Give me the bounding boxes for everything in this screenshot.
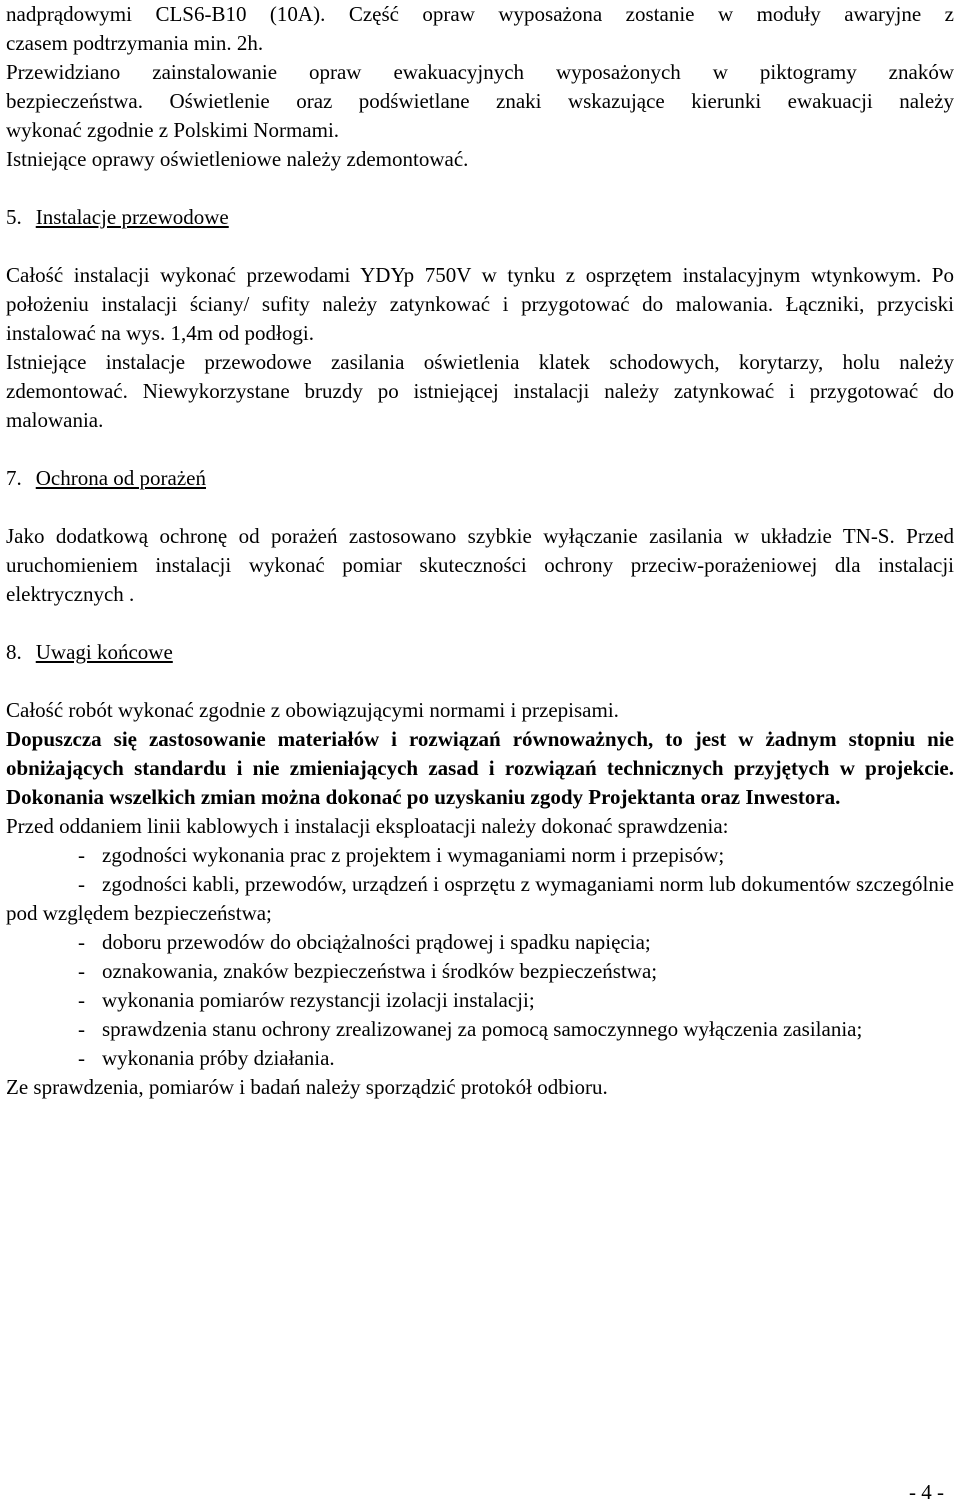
section-number: 8. [6,640,22,664]
section-7-heading [6,464,954,493]
section-5-heading [6,203,954,232]
list-item: - zgodności wykonania prac z projektem i wymaganiami norm i przepisów; [78,843,725,867]
section-number: 7. [6,466,22,490]
bold-paragraph: Dopuszcza się zastosowanie materiałów i rozwiązań równoważnych, to jest w żadnym stopniu nie obniżających standardu i nie zmieniających zasad i rozwiązań technicznych przyjętych w projekcie. Dokonania wszelkich zmian można dokonać po uzyskaniu zgody Projektanta oraz Inwestora. [6,727,954,809]
list-item: - wykonania pomiarów rezystancji izolacji instalacji; [78,988,535,1012]
paragraph: Jako dodatkową ochronę od porażeń zastosowano szybkie wyłączanie zasilania w układzie TN-S. Przed uruchomieniem instalacji wykonać pomiar skuteczności ochrony przeciw-porażeniowej dla instalacji elektrycznych . [6,524,954,606]
intro-line: wykonać zgodnie z Polskimi Normami. [6,118,340,142]
paragraph: Istniejące instalacje przewodowe zasilania oświetlenia klatek schodowych, korytarzy, holu należy zdemontować. Niewykorzystane bruzdy po istniejącej instalacji należy zatynkować i przygotować do malowania. [6,350,954,432]
section-title: Uwagi końcowe [35,640,173,664]
section-number: 5. [6,205,22,229]
paragraph: Całość robót wykonać zgodnie z obowiązującymi normami i przepisami. [6,698,619,722]
intro-line: Istniejące oprawy oświetleniowe należy zdemontować. [6,147,469,171]
intro-line: czasem podtrzymania min. 2h. [6,31,264,55]
intro-line: nadprądowymi CLS6-B10 (10A). Część opraw wyposażona zostanie w moduły awaryjne z [6,2,954,26]
list-item: - sprawdzenia stanu ochrony zrealizowanej za pomocą samoczynnego wyłączenia zasilania; [78,1017,863,1041]
document-page [6,0,954,1102]
section-title: Ochrona od porażeń [35,466,207,490]
intro-line: bezpieczeństwa. Oświetlenie oraz podświetlane znaki wskazujące kierunki ewakuacji należy [6,89,954,113]
list-item: - oznakowania, znaków bezpieczeństwa i środków bezpieczeństwa; [78,959,658,983]
list-item: - doboru przewodów do obciążalności prądowej i spadku napięcia; [78,930,651,954]
intro-line: Przewidziano zainstalowanie opraw ewakuacyjnych wyposażonych w piktogramy znaków [6,60,954,84]
page-number: - 4 - [909,1480,944,1504]
section-8-heading [6,638,954,667]
paragraph: Całość instalacji wykonać przewodami YDYp 750V w tynku z osprzętem instalacyjnym wtynkowym. Po położeniu instalacji ściany/ sufity należy zatynkować i przygotować do malowania. Łączniki, przyciski instalować na wys. 1,4m od podłogi. [6,263,954,345]
list-item: - zgodności kabli, przewodów, urządzeń i osprzętu z wymaganiami norm lub dokumentów szczególnie pod względem bezpieczeństwa; [6,872,954,925]
section-title: Instalacje przewodowe [35,205,229,229]
closing-paragraph: Ze sprawdzenia, pomiarów i badań należy sporządzić protokół odbioru. [6,1075,608,1099]
list-item: - wykonania próby działania. [78,1046,335,1070]
checks-intro: Przed oddaniem linii kablowych i instalacji eksploatacji należy dokonać sprawdzenia: [6,814,729,838]
